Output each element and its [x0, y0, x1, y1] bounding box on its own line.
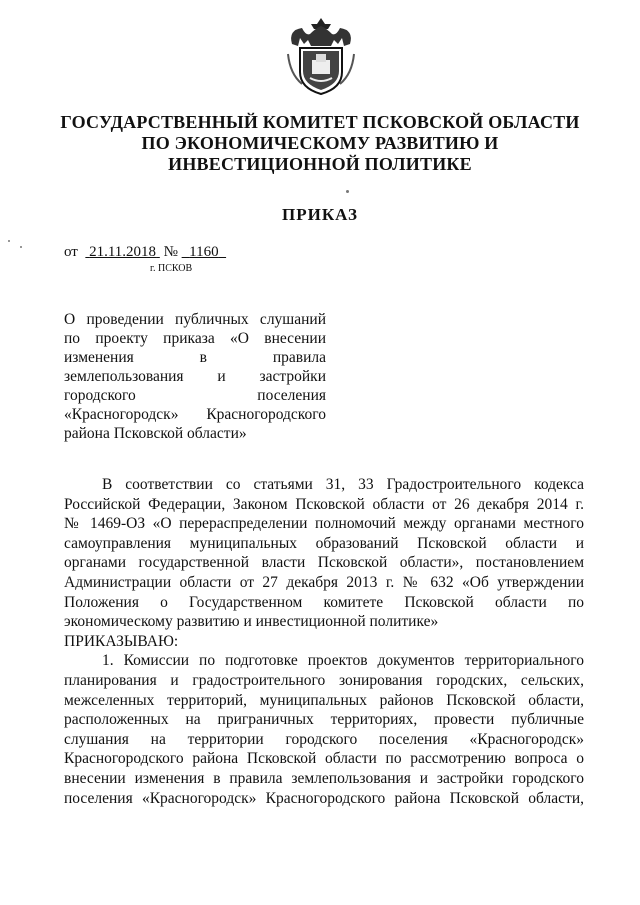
body-line: поселения «Красногородск» Красногородского района Псковской области,	[64, 789, 584, 807]
subject-line: района Псковской области»	[64, 425, 247, 442]
body-line: органами государственной власти Псковской области», постановлением	[64, 554, 584, 572]
body-line: расположенных на приграничных территориях, провести публичные	[64, 711, 584, 729]
body-line: экономическому развитию и инвестиционной политике»	[64, 613, 439, 631]
org-line: ГОСУДАРСТВЕННЫЙ КОМИТЕТ ПСКОВСКОЙ ОБЛАСТИ	[60, 112, 580, 132]
city-label: г. ПСКОВ	[150, 263, 193, 274]
number-label: №	[163, 244, 178, 260]
organization-title	[60, 112, 580, 175]
body-line: планирования и градостроительного зонирования городских, сельских,	[64, 671, 584, 689]
scan-speck	[8, 240, 10, 242]
subject-line: изменения в правила	[64, 349, 326, 366]
document-body	[64, 475, 584, 808]
body-line: Красногородского района Псковской области по рассмотрению вопроса о	[64, 750, 584, 768]
order-keyword: ПРИКАЗЫВАЮ:	[64, 632, 179, 650]
subject-line: землепользования и застройки	[64, 368, 326, 385]
body-line: слушания на территории городского поселения «Красногородск»	[64, 730, 584, 748]
body-line: 1. Комиссии по подготовке проектов документов территориального	[102, 652, 584, 670]
document-type: ПРИКАЗ	[282, 205, 358, 224]
subject-line: О проведении публичных слушаний	[64, 311, 326, 328]
body-line: В соответствии со статьями 31, 33 Градостроительного кодекса	[102, 476, 584, 493]
document-date-number	[64, 244, 226, 261]
body-line: межселенных территорий, муниципальных районов Псковской области,	[64, 691, 584, 709]
document-number: 1160	[189, 244, 219, 260]
body-line: самоуправления муниципальных образований Псковской области и	[64, 534, 584, 552]
body-line: Российской Федерации, Законом Псковской области от 26 декабря 2014 г.	[64, 495, 584, 513]
subject-line: по проекту приказа «О внесении	[64, 330, 326, 347]
body-line: Положения о Государственном комитете Псковской области по	[64, 593, 584, 611]
body-line: Администрации области от 27 декабря 2013 г. № 632 «Об утверждении	[64, 573, 584, 591]
from-label: от	[64, 244, 78, 260]
document-date: 21.11.2018	[89, 244, 157, 260]
subject-line: «Красногородск» Красногородского	[64, 406, 326, 423]
document-subject	[64, 310, 326, 443]
coat-of-arms-icon	[286, 14, 356, 98]
body-line: внесении изменения в правила землепользования и застройки городского	[64, 769, 584, 787]
scan-speck	[20, 246, 22, 248]
org-line: ИНВЕСТИЦИОННОЙ ПОЛИТИКЕ	[168, 154, 472, 174]
body-line: № 1469-ОЗ «О перераспределении полномочий между органами местного	[64, 515, 584, 533]
org-line: ПО ЭКОНОМИЧЕСКОМУ РАЗВИТИЮ И	[141, 133, 499, 153]
subject-line: городского поселения	[64, 387, 326, 404]
scan-speck	[346, 190, 349, 193]
